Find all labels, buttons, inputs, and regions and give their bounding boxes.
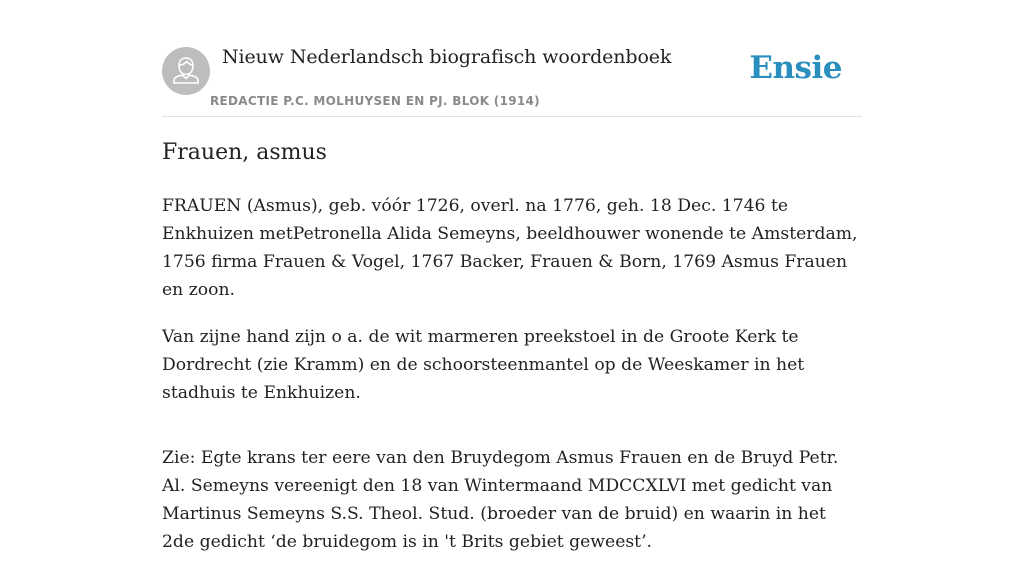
- book-editors: REDACTIE P.C. MOLHUYSEN EN PJ. BLOK (1914): [210, 94, 540, 108]
- entry-body: [162, 192, 862, 575]
- entry-paragraph: FRAUEN (Asmus), geb. vóór 1726, overl. na 1776, geh. 18 Dec. 1746 te Enkhuizen metPetronella Alida Semeyns, beeldhouwer wonende te Amsterdam, 1756 firma Frauen & Vogel, 1767 Backer, Frauen & Born, 1769 Asmus Frauen en zoon.: [162, 196, 858, 300]
- entry-paragraph: Van zijne hand zijn o a. de wit marmeren preekstoel in de Groote Kerk te Dordrecht (zie Kramm) en de schoorsteenmantel op de Weeskamer in het stadhuis te Enkhuizen.: [162, 327, 805, 403]
- ensie-logo[interactable]: Ensie: [749, 50, 842, 86]
- book-title[interactable]: Nieuw Nederlandsch biografisch woordenboek: [222, 46, 672, 68]
- entry-title: Frauen, asmus: [162, 140, 327, 165]
- book-header: [162, 0, 862, 117]
- user-placeholder-icon: [162, 47, 210, 95]
- entry-paragraph: Zie: Egte krans ter eere van den Bruydegom Asmus Frauen en de Bruyd Petr. Al. Semeyns vereenigt den 18 van Wintermaand MDCCXLVI met gedicht van Martinus Semeyns S.S. Theol. Stud. (broeder van de bruid) en waarin in het 2de gedicht ‘de bruidegom is in 't Brits gebiet geweest’.: [162, 448, 839, 552]
